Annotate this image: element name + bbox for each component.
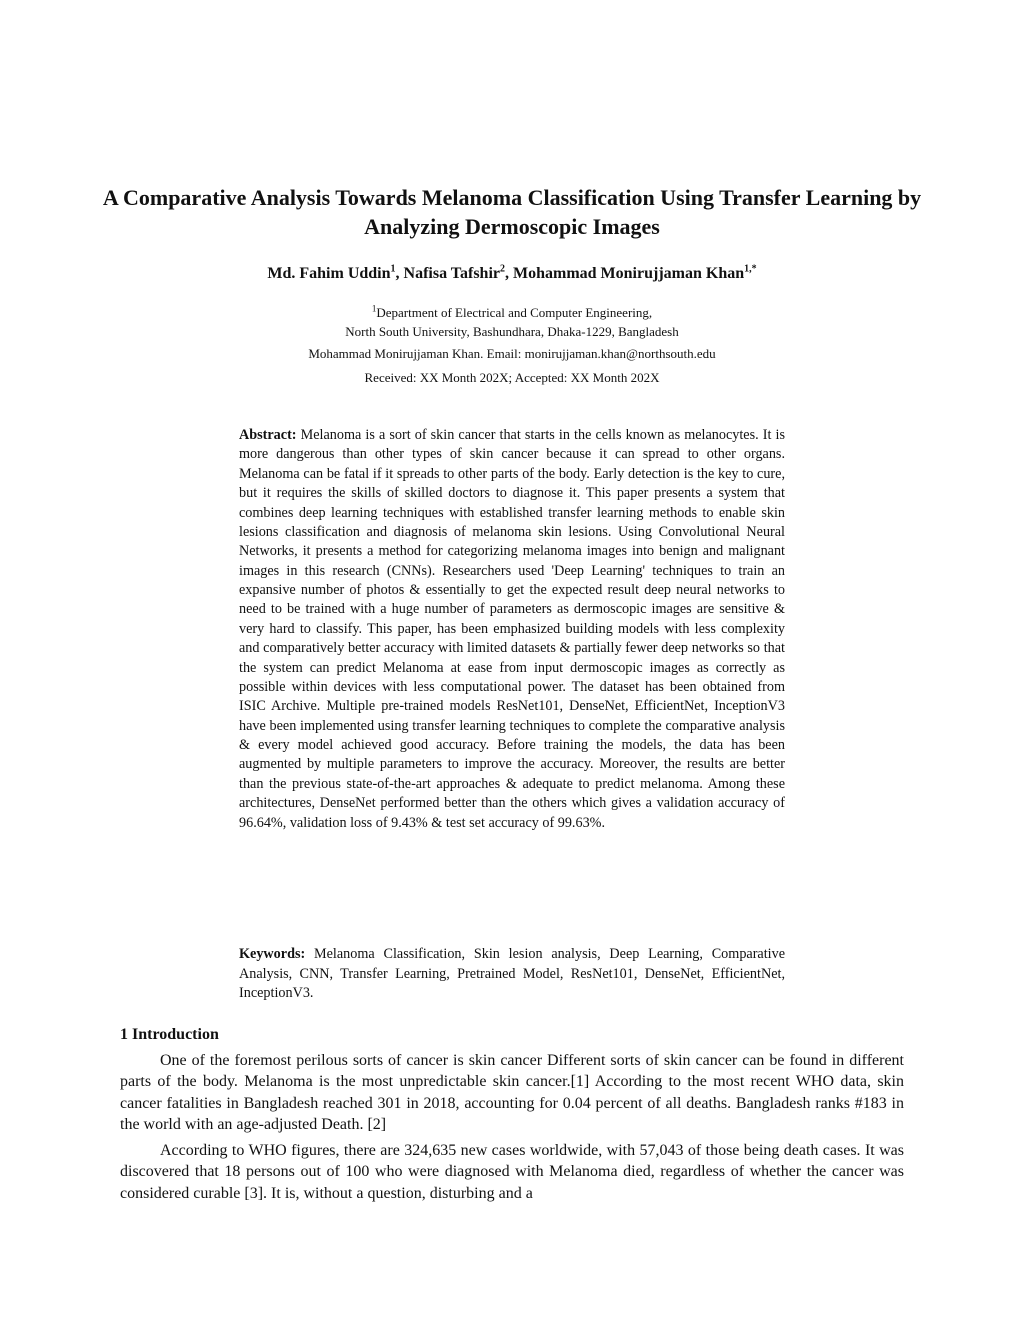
author-name: Mohammad Monirujjaman Khan: [512, 265, 745, 282]
keywords-label: Keywords:: [239, 946, 306, 962]
author-list: [100, 264, 924, 284]
author-separator: ,: [395, 265, 404, 282]
author-name: Md. Fahim Uddin: [267, 265, 391, 282]
corresponding-email: Mohammad Monirujjaman Khan. Email: monirujjaman.khan@northsouth.edu: [308, 346, 716, 361]
author-name: Nafisa Tafshir: [403, 265, 500, 282]
abstract-text: Melanoma is a sort of skin cancer that starts in the cells known as melanocytes. It is more dangerous than other types of skin cancer because it can spread to other organs. Melanoma can be fatal if it spreads to other parts of the body. Early detection is the key to cure, but it requires the skills of skilled doctors to diagnose it. This paper presents a system that combines deep learning techniques with established transfer learning methods to enable skin lesions classification and diagnosis of melanoma skin lesions. Using Convolutional Neural Networks, it presents a method for categorizing melanoma images into benign and malignant images in this research (CNNs). Researchers used 'Deep Learning' techniques to train an expansive number of photos & essentially to get the expected result deep neural networks to need to be trained with a huge number of parameters as dermoscopic images are sensitive & very hard to classify. This paper, has been emphasized building models with less complexity and comparatively better accuracy with limited datasets & partially fewer deep networks so that the system can predict Melanoma at ease from input dermoscopic images as correctly as possible within devices with less computational power. The dataset has been obtained from ISIC Archive. Multiple pre-trained models ResNet101, DenseNet, EfficientNet, InceptionV3 have been implemented using transfer learning techniques to complete the comparative analysis & every model achieved good accuracy. Before training the models, the data has been augmented by multiple parameters to improve the accuracy. Moreover, the results are better than the previous state-of-the-art approaches & adequate to predict melanoma. Among these architectures, DenseNet performed better than the others which gives a validation accuracy of 96.64%, validation loss of 9.43% & test set accuracy of 99.63%.: [239, 427, 786, 831]
intro-paragraph: One of the foremost perilous sorts of cancer is skin cancer Different sorts of skin cancer can be found in different parts of the body. Melanoma is the most unpredictable skin cancer.[1] According to the most recent WHO data, skin cancer fatalities in Bangladesh reached 301 in 2018, accounting for 0.04 percent of all deaths. Bangladesh ranks #183 in the world with an age-adjusted Death. [2]: [120, 1052, 904, 1133]
affiliation-line-1: [100, 303, 924, 322]
received-dates: Received: XX Month 202X; Accepted: XX Month 202X: [364, 370, 660, 385]
affiliation-department: Department of Electrical and Computer Engineering,: [376, 305, 653, 320]
section-heading-introduction: 1 Introduction: [120, 1026, 219, 1043]
intro-paragraph: According to WHO figures, there are 324,635 new cases worldwide, with 57,043 of those being death cases. It was discovered that 18 persons out of 100 who were diagnosed with Melanoma died, regardless of whether the cancer was considered curable [3]. It is, without a question, disturbing and a: [120, 1142, 904, 1202]
keywords-text: Melanoma Classification, Skin lesion analysis, Deep Learning, Comparative Analysis, CNN, Transfer Learning, Pretrained Model, ResNet101, DenseNet, EfficientNet, InceptionV3.: [239, 946, 786, 1001]
paper-title: A Comparative Analysis Towards Melanoma Classification Using Transfer Learning by Analyzing Dermoscopic Images: [102, 185, 922, 239]
affiliation-mark: 1: [371, 303, 377, 314]
keywords: [239, 945, 785, 1004]
author-affiliation-mark: 2: [499, 263, 505, 275]
author-affiliation-mark: 1: [390, 263, 396, 275]
author-separator: ,: [504, 265, 513, 282]
abstract-label: Abstract:: [239, 427, 297, 443]
affiliation-line-2: North South University, Bashundhara, Dhaka-1229, Bangladesh: [345, 324, 679, 339]
author-affiliation-mark: 1,*: [744, 263, 757, 275]
abstract: [239, 426, 785, 833]
affiliation: [100, 303, 924, 341]
